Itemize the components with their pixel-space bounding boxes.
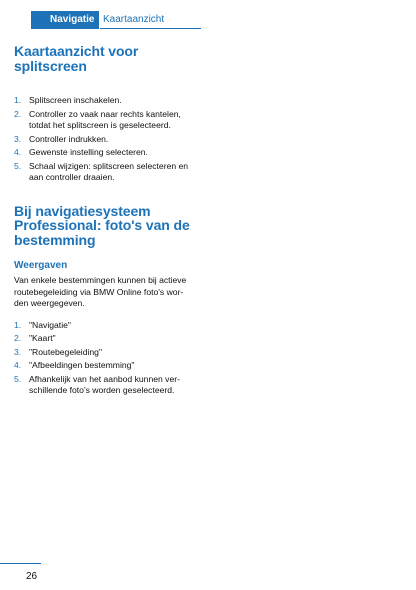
step-text: totdat het splitscreen is geselecteerd.: [29, 120, 171, 130]
step-number: 4.: [14, 360, 22, 370]
list-item: [14, 333, 196, 345]
step-number: 5.: [14, 160, 22, 171]
step-text: Splitscreen inschakelen.: [29, 95, 122, 105]
step-number: 1.: [14, 319, 22, 330]
step-text: "Routebegeleiding": [29, 346, 102, 357]
paragraph-line: den weergegeven.: [14, 298, 85, 308]
title-line: Professional: foto's van de: [14, 217, 190, 233]
title-line: bestemming: [14, 231, 96, 248]
list-item: [14, 147, 196, 159]
step-text: Schaal wijzigen: splitscreen selecteren en: [29, 160, 189, 171]
step-text: schillende foto's worden geselecteerd.: [29, 385, 175, 395]
list-item: [14, 161, 196, 184]
page-content: [14, 44, 196, 399]
section-title-splitscreen: [14, 44, 196, 73]
step-text: "Navigatie": [29, 319, 71, 330]
chapter-header: [31, 11, 164, 29]
step-text: Gewenste instelling selecteren.: [29, 147, 148, 157]
step-text: Afhankelijk van het aanbod kunnen ver-: [29, 373, 180, 384]
title-line: Bij navigatiesysteem: [14, 202, 151, 219]
step-text: Controller indrukken.: [29, 133, 109, 144]
list-item: [14, 134, 196, 146]
step-number: 3.: [14, 346, 22, 357]
paragraph-line: Van enkele bestemmingen kunnen bij actieve: [14, 275, 187, 285]
tab-navigatie[interactable]: Navigatie: [31, 11, 99, 29]
subheading-weergaven: Weergaven: [14, 260, 68, 271]
step-number: 4.: [14, 147, 22, 157]
step-text: "Kaart": [29, 333, 56, 343]
intro-paragraph: [14, 275, 196, 310]
title-line: splitscreen: [14, 57, 87, 74]
list-item: [14, 374, 196, 397]
list-item: [14, 320, 196, 332]
step-number: 2.: [14, 108, 22, 119]
list-item: [14, 347, 196, 359]
list-item: [14, 109, 196, 132]
tab-kaartaanzicht[interactable]: Kaartaanzicht: [103, 14, 165, 25]
step-number: 1.: [14, 95, 22, 105]
header-rule: [100, 28, 201, 29]
step-text: Controller zo vaak naar rechts kantelen,: [29, 108, 181, 119]
footer-rule: [0, 563, 41, 564]
steps-list-weergaven: [14, 320, 196, 397]
step-number: 2.: [14, 333, 22, 343]
page-number: 26: [26, 571, 38, 582]
step-number: 3.: [14, 133, 22, 144]
list-item: [14, 360, 196, 372]
step-text: "Afbeeldingen bestemming": [29, 360, 135, 370]
list-item: [14, 95, 196, 107]
section-title-fotos-bestemming: [14, 204, 196, 248]
paragraph-line: routebegeleiding via BMW Online foto's wor-: [14, 286, 184, 297]
title-line: Kaartaanzicht voor: [14, 43, 139, 59]
step-text: aan controller draaien.: [29, 172, 115, 182]
step-number: 5.: [14, 373, 22, 384]
steps-list-splitscreen: [14, 95, 196, 184]
